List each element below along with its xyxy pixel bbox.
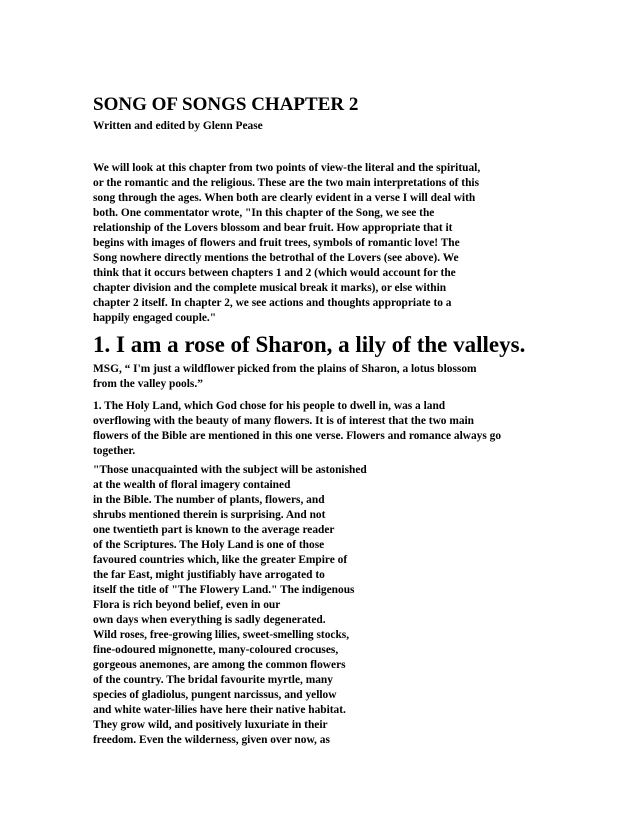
intro-line: song through the ages. When both are clearly evident in a verse I will deal with (93, 192, 476, 204)
comment-line: flowers of the Bible are mentioned in this one verse. Flowers and romance always go (93, 430, 502, 442)
quote-line: species of gladiolus, pungent narcissus, and yellow (93, 689, 337, 701)
intro-line: Song nowhere directly mentions the betrothal of the Lovers (see above). We (93, 252, 459, 264)
quote-line: "Those unacquainted with the subject will be astonished (93, 464, 367, 476)
verse-heading: 1. I am a rose of Sharon, a lily of the valleys. (93, 332, 526, 357)
quote-line: own days when everything is sadly degenerated. (93, 614, 326, 626)
commentary-paragraph (93, 399, 563, 459)
intro-line: chapter division and the complete musical break it marks), or else within (93, 282, 447, 294)
quote-line: itself the title of "The Flowery Land." The indigenous (93, 584, 355, 596)
quote-line: They grow wild, and positively luxuriate in their (93, 719, 328, 731)
comment-line: overflowing with the beauty of many flowers. It is of interest that the two main (93, 415, 475, 427)
comment-line: 1. The Holy Land, which God chose for his people to dwell in, was a land (93, 400, 446, 412)
comment-line: together. (93, 445, 136, 457)
quote-line: freedom. Even the wilderness, given over now, as (93, 734, 330, 746)
quote-line: Wild roses, free-growing lilies, sweet-smelling stocks, (93, 629, 350, 641)
quote-line: shrubs mentioned therein is surprising. And not (93, 509, 326, 521)
quote-line: of the Scriptures. The Holy Land is one of those (93, 539, 325, 551)
quote-line: favoured countries which, like the greater Empire of (93, 554, 348, 566)
document-title: SONG OF SONGS CHAPTER 2 (93, 94, 359, 115)
quote-line: at the wealth of floral imagery contained (93, 479, 291, 491)
intro-line: or the romantic and the religious. These are the two main interpretations of this (93, 177, 480, 189)
document-page (93, 94, 563, 748)
quote-line: gorgeous anemones, are among the common flowers (93, 659, 346, 671)
intro-line: relationship of the Lovers blossom and bear fruit. How appropriate that it (93, 222, 453, 234)
intro-paragraph (93, 161, 563, 326)
intro-line: chapter 2 itself. In chapter 2, we see actions and thoughts appropriate to a (93, 297, 452, 309)
quote-line: of the country. The bridal favourite myrtle, many (93, 674, 333, 686)
author-byline: Written and edited by Glenn Pease (93, 120, 263, 132)
intro-line: both. One commentator wrote, "In this chapter of the Song, we see the (93, 207, 435, 219)
quote-line: one twentieth part is known to the average reader (93, 524, 335, 536)
intro-line: happily engaged couple." (93, 312, 217, 324)
quote-line: fine-odoured mignonette, many-coloured crocuses, (93, 644, 339, 656)
intro-line: begins with images of flowers and fruit trees, symbols of romantic love! The (93, 237, 460, 249)
intro-line: think that it occurs between chapters 1 and 2 (which would account for the (93, 267, 456, 279)
quote-line: in the Bible. The number of plants, flowers, and (93, 494, 325, 506)
quote-block (93, 463, 563, 748)
msg-line: MSG, “ I'm just a wildflower picked from the plains of Sharon, a lotus blossom (93, 363, 477, 375)
msg-line: from the valley pools.” (93, 378, 203, 390)
msg-paraphrase (93, 362, 563, 392)
quote-line: the far East, might justifiably have arrogated to (93, 569, 325, 581)
quote-line: and white water-lilies have here their native habitat. (93, 704, 346, 716)
intro-line: We will look at this chapter from two points of view-the literal and the spiritual, (93, 162, 481, 174)
quote-line: Flora is rich beyond belief, even in our (93, 599, 281, 611)
